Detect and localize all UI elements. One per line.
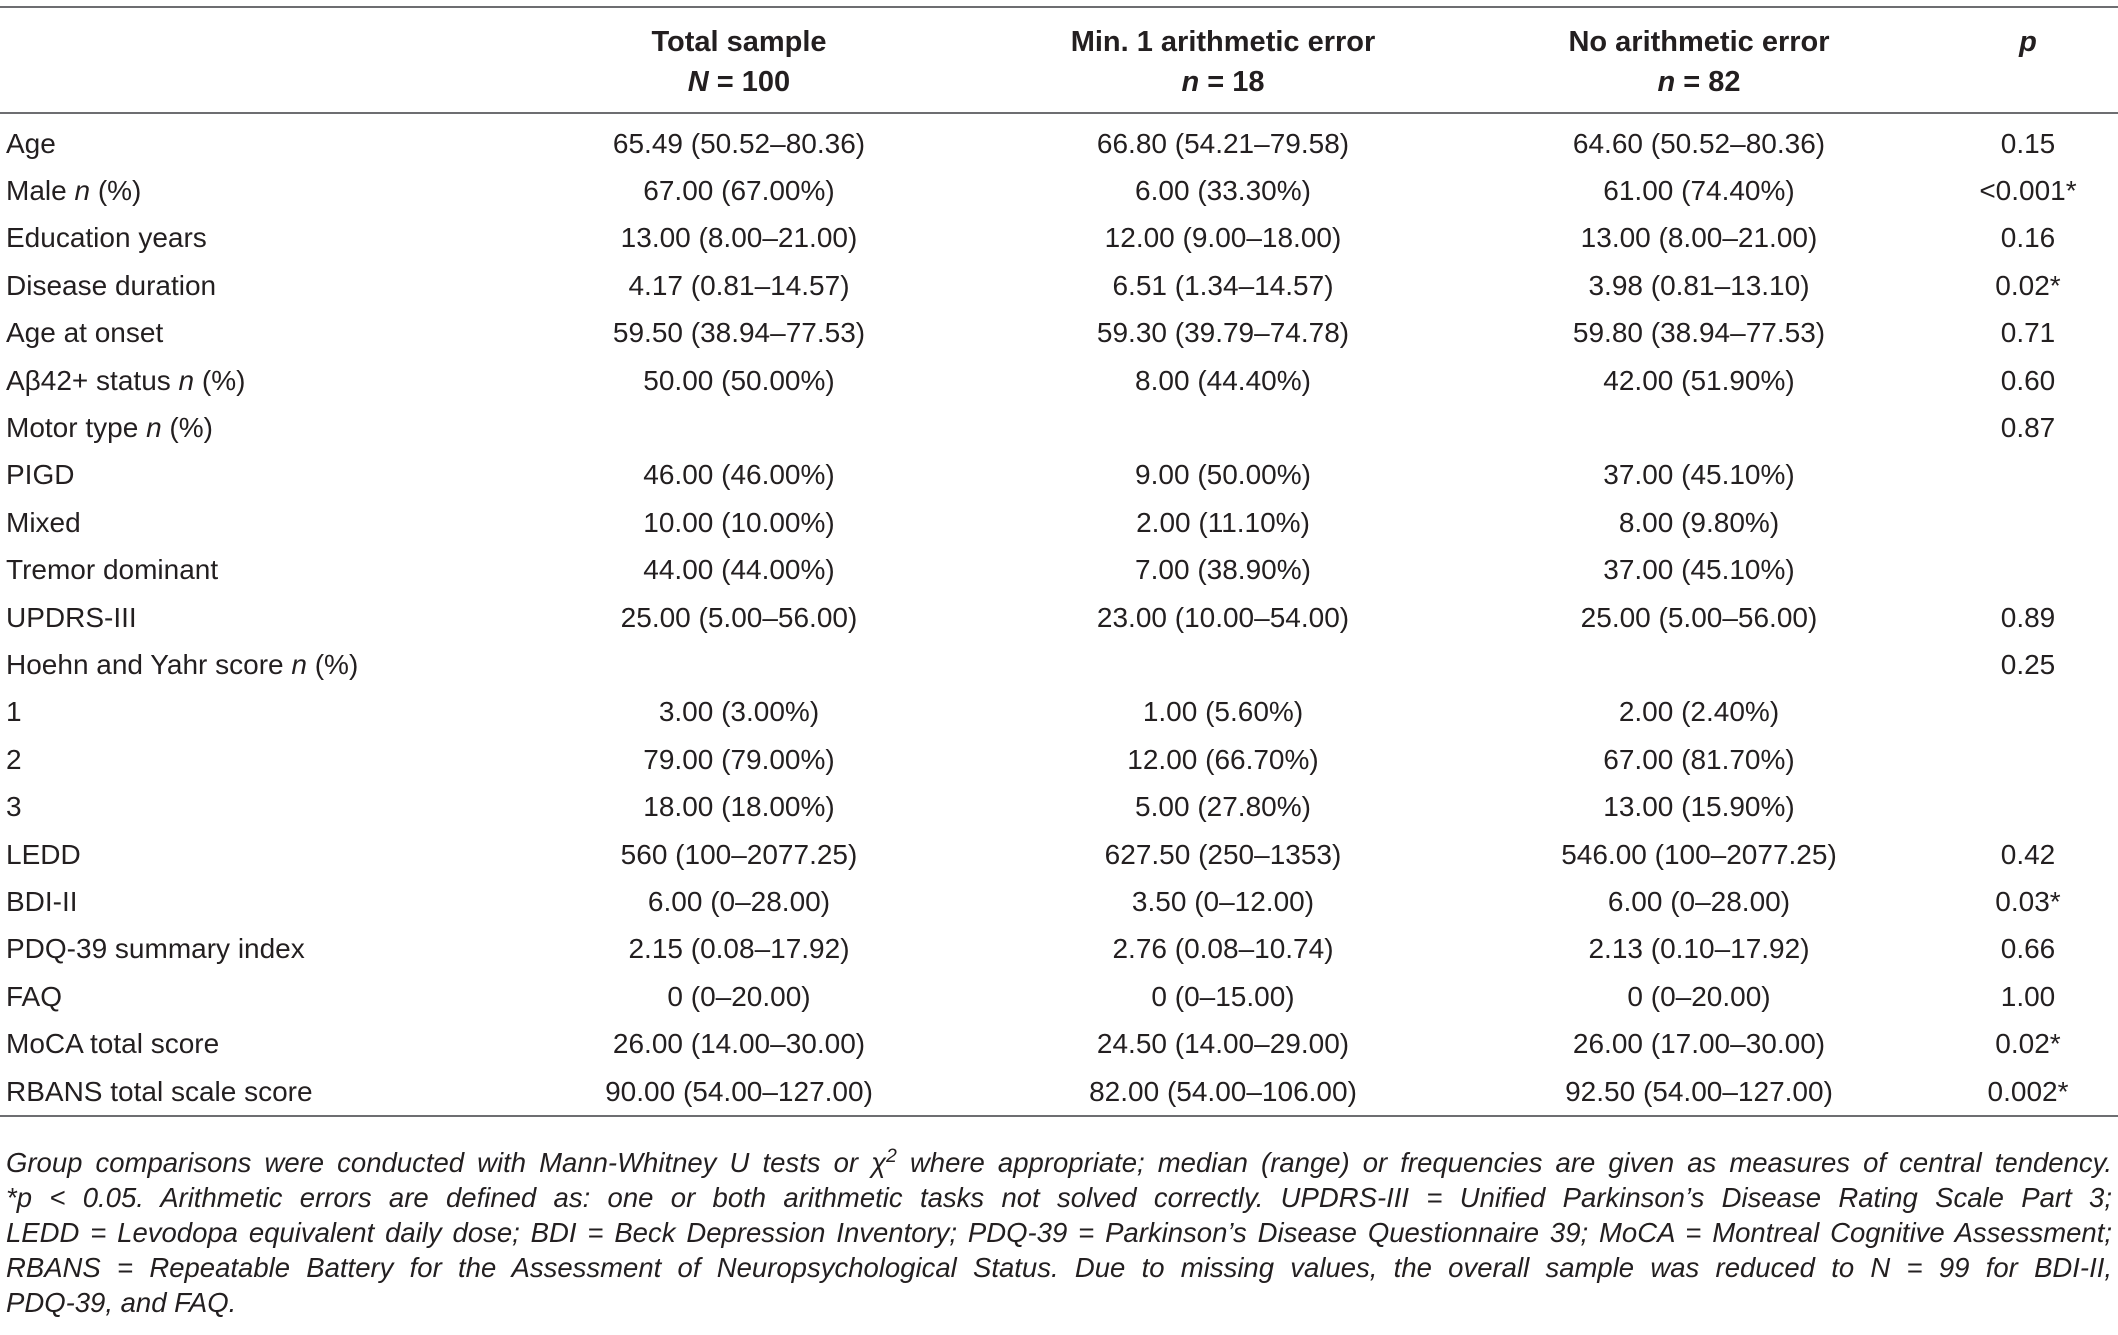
- row-label: PDQ-39 summary index: [6, 933, 305, 965]
- cell-noerr: 37.00 (45.10%): [1603, 554, 1795, 586]
- cell-err: [986, 641, 1460, 688]
- cell-err: 3.50 (0–12.00): [1131, 885, 1315, 917]
- table-row: [0, 878, 2118, 925]
- cell-err: 12.00 (66.70%): [1127, 743, 1319, 775]
- cell-p: 0.87: [2000, 412, 2056, 444]
- table-row: [0, 926, 2118, 973]
- cell-total: 26.00 (14.00–30.00): [612, 1028, 866, 1060]
- cell-noerr: 92.50 (54.00–127.00): [1565, 1075, 1833, 1107]
- cell-total: 0 (0–20.00): [667, 980, 811, 1012]
- cell-total: 10.00 (10.00%): [643, 506, 835, 538]
- cell-total: [492, 404, 986, 451]
- table-row: [0, 594, 2118, 641]
- cell-err: 627.50 (250–1353): [1104, 838, 1342, 870]
- cell-total: 44.00 (44.00%): [643, 554, 835, 586]
- cell-err: 5.00 (27.80%): [1135, 791, 1311, 823]
- cell-err: 2.76 (0.08–10.74): [1112, 933, 1334, 965]
- cell-p: 0.89: [2000, 601, 2056, 633]
- cell-total: [492, 641, 986, 688]
- table-bottom-rule: [0, 1115, 2118, 1117]
- cell-noerr: 25.00 (5.00–56.00): [1580, 601, 1818, 633]
- footnote-line: Group comparisons were conducted with Mann-Whitney U tests or $\chi^2$ where appropriate; median (range) or frequencies are given as measures of central tendency.: [6, 1145, 2112, 1178]
- row-label: Disease duration: [6, 269, 217, 301]
- row-label: FAQ: [6, 980, 63, 1012]
- cell-total: 3.00 (3.00%): [658, 696, 820, 728]
- cell-err: 59.30 (39.79–74.78): [1096, 317, 1350, 349]
- table-row: [0, 114, 2118, 167]
- row-label: Motor type n (%): [6, 412, 213, 444]
- cell-total: 67.00 (67.00%): [643, 175, 835, 207]
- cell-err: 9.00 (50.00%): [1135, 459, 1311, 491]
- cell-total: 59.50 (38.94–77.53): [612, 317, 866, 349]
- cell-err: 6.00 (33.30%): [1135, 175, 1311, 207]
- column-header-0: [0, 8, 492, 112]
- row-label: Mixed: [6, 506, 81, 538]
- cell-noerr: 3.98 (0.81–13.10): [1588, 269, 1810, 301]
- table-row: [0, 215, 2118, 262]
- table-header: [0, 8, 2118, 112]
- cell-total: 6.00 (0–28.00): [647, 885, 831, 917]
- cell-p: 0.60: [2000, 364, 2056, 396]
- cell-noerr: 13.00 (15.90%): [1603, 791, 1795, 823]
- demographics-table-body: [0, 114, 2118, 1115]
- cell-p: 0.03*: [1995, 885, 2061, 917]
- table-row: [0, 1068, 2118, 1115]
- cell-p: 0.02*: [1995, 1028, 2061, 1060]
- column-header-count: n = 82: [1657, 66, 1741, 98]
- table-row: [0, 641, 2118, 688]
- cell-err: 6.51 (1.34–14.57): [1112, 269, 1334, 301]
- cell-err: 24.50 (14.00–29.00): [1096, 1028, 1350, 1060]
- cell-noerr: [1460, 404, 1938, 451]
- cell-total: 2.15 (0.08–17.92): [628, 933, 850, 965]
- cell-noerr: 2.00 (2.40%): [1618, 696, 1780, 728]
- cell-total: 65.49 (50.52–80.36): [612, 127, 866, 159]
- cell-err: 82.00 (54.00–106.00): [1089, 1075, 1357, 1107]
- cell-noerr: 6.00 (0–28.00): [1607, 885, 1791, 917]
- column-header-count: N = 100: [687, 66, 791, 98]
- row-label: 1: [6, 696, 22, 728]
- cell-err: 7.00 (38.90%): [1135, 554, 1311, 586]
- cell-noerr: 2.13 (0.10–17.92): [1588, 933, 1810, 965]
- cell-p: 0.66: [2000, 933, 2056, 965]
- row-label: Aβ42+ status n (%): [6, 364, 246, 396]
- cell-noerr: 59.80 (38.94–77.53): [1572, 317, 1826, 349]
- cell-p: [1938, 689, 2118, 736]
- cell-total: 79.00 (79.00%): [643, 743, 835, 775]
- row-label: 2: [6, 743, 22, 775]
- cell-p: [1938, 783, 2118, 830]
- cell-total: 13.00 (8.00–21.00): [620, 222, 858, 254]
- cell-noerr: 8.00 (9.80%): [1618, 506, 1780, 538]
- row-label: Age at onset: [6, 317, 164, 349]
- cell-err: 23.00 (10.00–54.00): [1096, 601, 1350, 633]
- row-label: PIGD: [6, 459, 75, 491]
- cell-noerr: 13.00 (8.00–21.00): [1580, 222, 1818, 254]
- cell-noerr: [1460, 641, 1938, 688]
- footnote-line: *p < 0.05. Arithmetic errors are defined as: one or both arithmetic tasks not solved correctly. UPDRS-III = Unified Parkinson’s Disease Rating Scale Part 3;: [6, 1182, 2112, 1213]
- column-header-title: Total sample: [651, 26, 827, 58]
- results-table-container: [0, 6, 2118, 1117]
- cell-err: 12.00 (9.00–18.00): [1104, 222, 1342, 254]
- cell-total: 90.00 (54.00–127.00): [605, 1075, 873, 1107]
- cell-p: [1938, 736, 2118, 783]
- cell-p: 0.15: [2000, 127, 2056, 159]
- table-row: [0, 404, 2118, 451]
- column-header-4: [1938, 8, 2118, 112]
- row-label: UPDRS-III: [6, 601, 137, 633]
- cell-err: 0 (0–15.00): [1151, 980, 1295, 1012]
- cell-err: 2.00 (11.10%): [1136, 506, 1310, 538]
- demographics-table: [0, 8, 2118, 112]
- table-row: [0, 452, 2118, 499]
- row-label: BDI-II: [6, 885, 78, 917]
- cell-p: 0.42: [2000, 838, 2056, 870]
- row-label: Age: [6, 127, 56, 159]
- cell-p: [1938, 452, 2118, 499]
- cell-noerr: 61.00 (74.40%): [1603, 175, 1795, 207]
- cell-noerr: 42.00 (51.90%): [1603, 364, 1795, 396]
- column-header-count: n = 18: [1181, 66, 1265, 98]
- table-row: [0, 783, 2118, 830]
- cell-noerr: 546.00 (100–2077.25): [1561, 838, 1837, 870]
- cell-total: 46.00 (46.00%): [643, 459, 835, 491]
- cell-err: 1.00 (5.60%): [1142, 696, 1304, 728]
- cell-err: [986, 404, 1460, 451]
- cell-p: 0.16: [2000, 222, 2056, 254]
- cell-noerr: 0 (0–20.00): [1627, 980, 1771, 1012]
- row-label: Tremor dominant: [6, 554, 219, 586]
- cell-noerr: 64.60 (50.52–80.36): [1572, 127, 1826, 159]
- row-label: Education years: [6, 222, 207, 254]
- table-footnote: [6, 1145, 2112, 1320]
- cell-noerr: 26.00 (17.00–30.00): [1572, 1028, 1826, 1060]
- table-row: [0, 262, 2118, 309]
- column-header-title: No arithmetic error: [1568, 26, 1830, 58]
- cell-total: 50.00 (50.00%): [643, 364, 835, 396]
- table-row: [0, 1020, 2118, 1067]
- table-row: [0, 357, 2118, 404]
- cell-p: 0.002*: [1987, 1075, 2069, 1107]
- cell-p: 0.71: [2000, 317, 2056, 349]
- cell-total: 560 (100–2077.25): [620, 838, 858, 870]
- column-header-title: Min. 1 arithmetic error: [1070, 26, 1376, 58]
- column-header-1: [492, 8, 986, 112]
- column-header-title: p: [2019, 26, 2037, 58]
- footnote-line: RBANS = Repeatable Battery for the Assessment of Neuropsychological Status. Due to missing values, the overall sample was reduced to N = 99 for BDI-II,: [6, 1252, 2112, 1283]
- table-body: [0, 114, 2118, 1115]
- row-label: RBANS total scale score: [6, 1075, 313, 1107]
- cell-p: [1938, 547, 2118, 594]
- cell-p: 1.00: [2000, 980, 2056, 1012]
- cell-err: 66.80 (54.21–79.58): [1096, 127, 1350, 159]
- table-row: [0, 736, 2118, 783]
- cell-total: 4.17 (0.81–14.57): [628, 269, 850, 301]
- row-label: LEDD: [6, 838, 81, 870]
- cell-noerr: 67.00 (81.70%): [1603, 743, 1795, 775]
- footnote-line: LEDD = Levodopa equivalent daily dose; BDI = Beck Depression Inventory; PDQ-39 = Parkinson’s Disease Questionnaire 39; MoCA = Montreal Cognitive Assessment;: [6, 1217, 2112, 1248]
- cell-p: <0.001*: [1979, 175, 2077, 207]
- table-row: [0, 689, 2118, 736]
- row-label: Hoehn and Yahr score n (%): [6, 648, 359, 680]
- table-row: [0, 310, 2118, 357]
- cell-total: 25.00 (5.00–56.00): [620, 601, 858, 633]
- cell-p: [1938, 499, 2118, 546]
- row-label: 3: [6, 791, 22, 823]
- cell-noerr: 37.00 (45.10%): [1603, 459, 1795, 491]
- footnote-line: PDQ-39, and FAQ.: [6, 1287, 237, 1318]
- table-row: [0, 831, 2118, 878]
- cell-p: 0.25: [2000, 648, 2056, 680]
- row-label: MoCA total score: [6, 1028, 220, 1060]
- cell-err: 8.00 (44.40%): [1135, 364, 1311, 396]
- row-label: Male n (%): [6, 175, 142, 207]
- column-header-2: [986, 8, 1460, 112]
- table-row: [0, 973, 2118, 1020]
- cell-total: 18.00 (18.00%): [643, 791, 835, 823]
- table-row: [0, 167, 2118, 214]
- table-row: [0, 547, 2118, 594]
- table-row: [0, 499, 2118, 546]
- column-header-3: [1460, 8, 1938, 112]
- cell-p: 0.02*: [1995, 269, 2061, 301]
